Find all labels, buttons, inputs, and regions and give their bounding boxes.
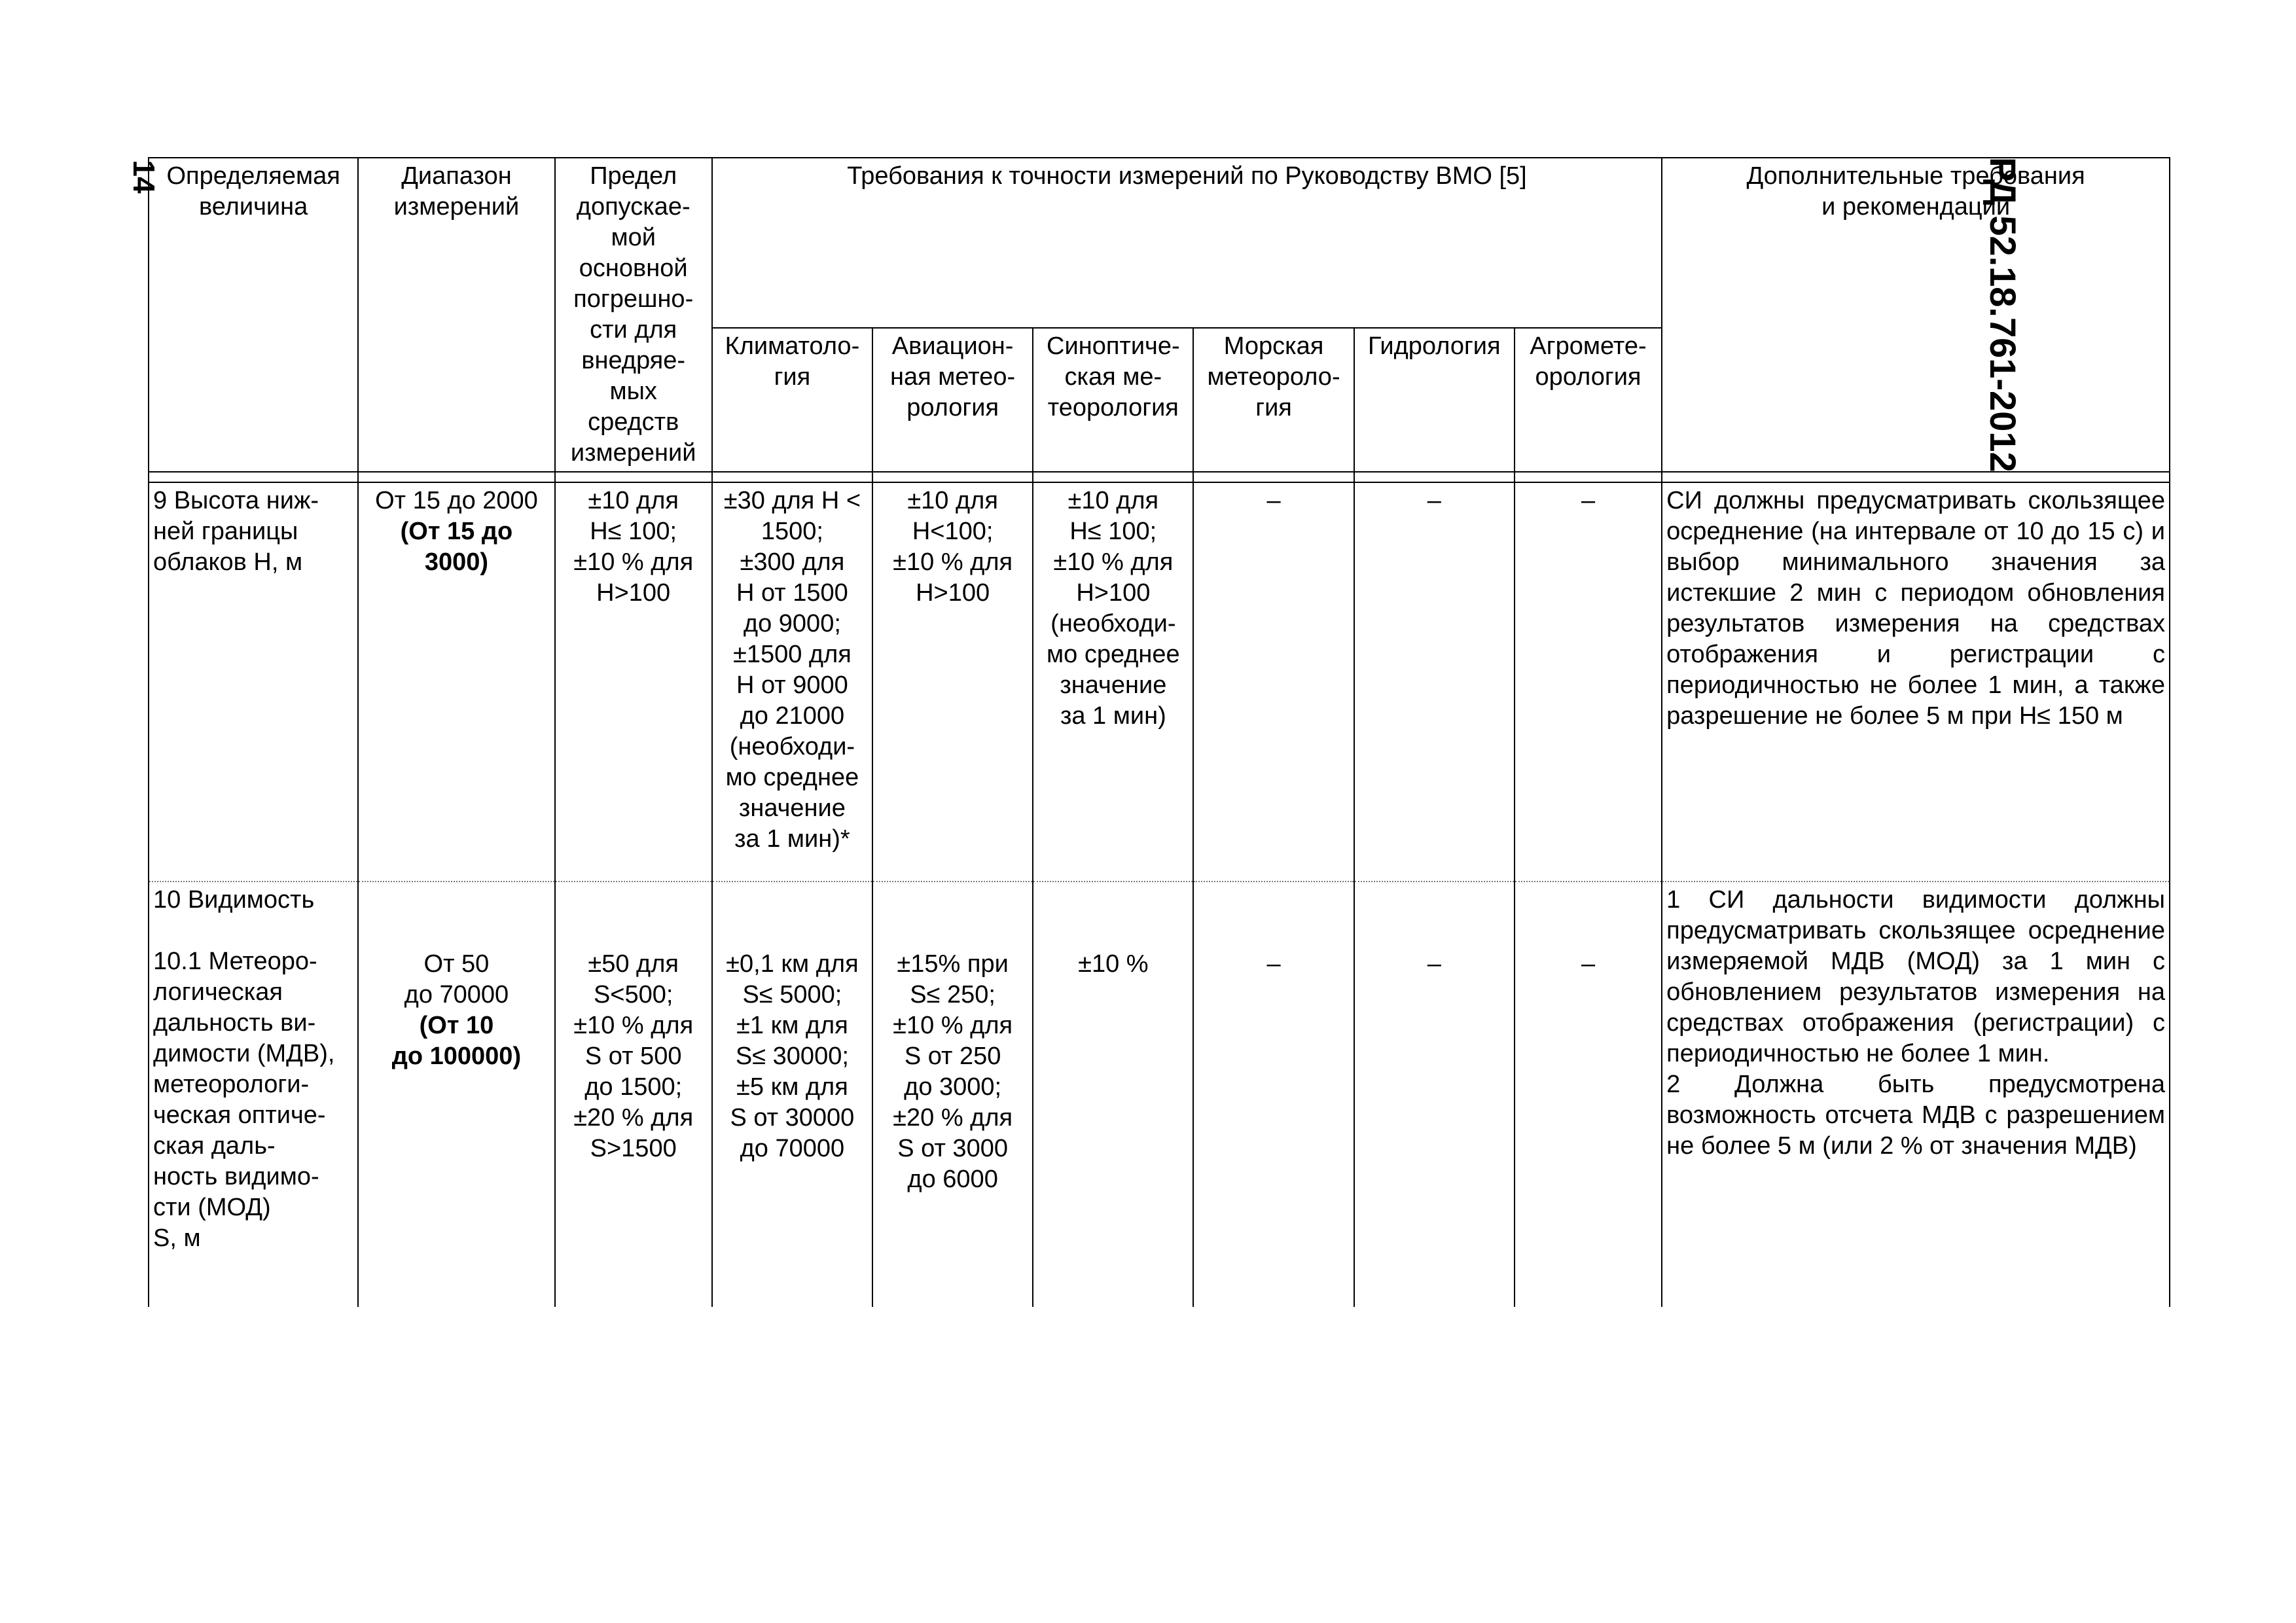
header-range: Диапазон измерений <box>358 158 554 472</box>
header-row-1 <box>149 158 2170 328</box>
header-quantity: Определяемая величина <box>149 158 358 472</box>
header-aviation: Авиацион- ная метео- рология <box>872 328 1033 472</box>
agro-text: – <box>1581 950 1596 978</box>
cell-synoptic <box>1033 882 1193 1307</box>
cell-agro <box>1515 882 1662 1307</box>
header-agro: Агромете- орология <box>1515 328 1662 472</box>
quantity-title: 10 Видимость <box>153 886 315 914</box>
header-wmo-requirements: Требования к точности измерений по Руководству ВМО [5] <box>712 158 1662 328</box>
range-value: От 50 до 70000 <box>404 950 509 1008</box>
cell-climatology <box>712 882 872 1307</box>
header-error: Предел допускае- мой основной погрешно- сти для внедряе- мых средств измерений <box>555 158 712 472</box>
header-hydrology: Гидрология <box>1354 328 1515 472</box>
cell-error <box>555 882 712 1307</box>
cell-additional <box>1662 882 2170 1307</box>
header-additional: Дополнительные требования и рекомендации <box>1662 158 2170 472</box>
cell-aviation <box>872 882 1033 1307</box>
cell-climatology: ±30 для H < 1500; ±300 для H от 1500 до 9000; ±1500 для H от 9000 до 21000 (необходи- мо среднее значение за 1 мин)* <box>712 482 872 882</box>
requirements-table <box>148 157 2170 1307</box>
header-marine: Морская метеороло- гия <box>1193 328 1354 472</box>
cell-hydrology <box>1354 882 1515 1307</box>
cell-hydrology: – <box>1354 482 1515 882</box>
range-extended: (От 15 до 3000) <box>400 518 513 576</box>
error-text: ±50 для S<500; ±10 % для S от 500 до 1500; ±20 % для S>1500 <box>573 950 694 1162</box>
cell-synoptic: ±10 для H≤ 100; ±10 % для H>100 (необходи- мо среднее значение за 1 мин) <box>1033 482 1193 882</box>
aviation-text: ±15% при S≤ 250; ±10 % для S от 250 до 3000; ±20 % для S от 3000 до 6000 <box>893 950 1013 1193</box>
range-value: От 15 до 2000 <box>375 487 538 514</box>
additional-note-2: 2 Должна быть предусмотрена возможность отсчета МДВ с разрешением не более 5 м (или 2 % от значения МДВ) <box>1666 1071 2165 1160</box>
document-code: РД 52.18.761-2012 <box>1982 157 2024 473</box>
cell-error: ±10 для H≤ 100; ±10 % для H>100 <box>555 482 712 882</box>
cell-range <box>358 482 554 882</box>
table-row <box>149 882 2170 1307</box>
cell-agro: – <box>1515 482 1662 882</box>
cell-range <box>358 882 554 1307</box>
cell-quantity: 9 Высота ниж- ней границы облаков H, м <box>149 482 358 882</box>
climatology-text: ±0,1 км для S≤ 5000; ±1 км для S≤ 30000; ±5 км для S от 30000 до 70000 <box>726 950 859 1162</box>
cell-quantity <box>149 882 358 1307</box>
header-climatology: Климатоло- гия <box>712 328 872 472</box>
table-row <box>149 482 2170 882</box>
hydrology-text: – <box>1427 950 1441 978</box>
header-synoptic: Синоптиче- ская ме- теорология <box>1033 328 1193 472</box>
range-extended: (От 10 до 100000) <box>391 1012 522 1070</box>
cell-aviation: ±10 для H<100; ±10 % для H>100 <box>872 482 1033 882</box>
quantity-text: 10.1 Метеоро- логическая дальность ви- димости (МДВ), метеорологи- ческая оптиче- ская даль- ность видимо- сти (МОД) S, м <box>153 948 335 1252</box>
additional-note-1: 1 СИ дальности видимости должны предусматривать скользящее осреднение измеряемой МДВ (МОД) за 1 мин с обновлением результатов измерения на средствах отображения (регистрации) с периодичностью не более 1 мин. <box>1666 886 2165 1067</box>
cell-marine: – <box>1193 482 1354 882</box>
cell-additional: СИ должны предусматривать скользящее осреднение (на интервале от 10 до 15 с) и выбор минимального значения за истекшие 2 мин с периодом обновления результатов измерения на средствах отображения и регистрации с периодичностью не более 1 мин, а также разрешение не более 5 м при H≤ 150 м <box>1662 482 2170 882</box>
marine-text: – <box>1266 950 1281 978</box>
header-separator <box>149 472 2170 482</box>
synoptic-text: ±10 % <box>1078 950 1149 978</box>
cell-marine <box>1193 882 1354 1307</box>
page-number: 14 <box>127 160 161 194</box>
